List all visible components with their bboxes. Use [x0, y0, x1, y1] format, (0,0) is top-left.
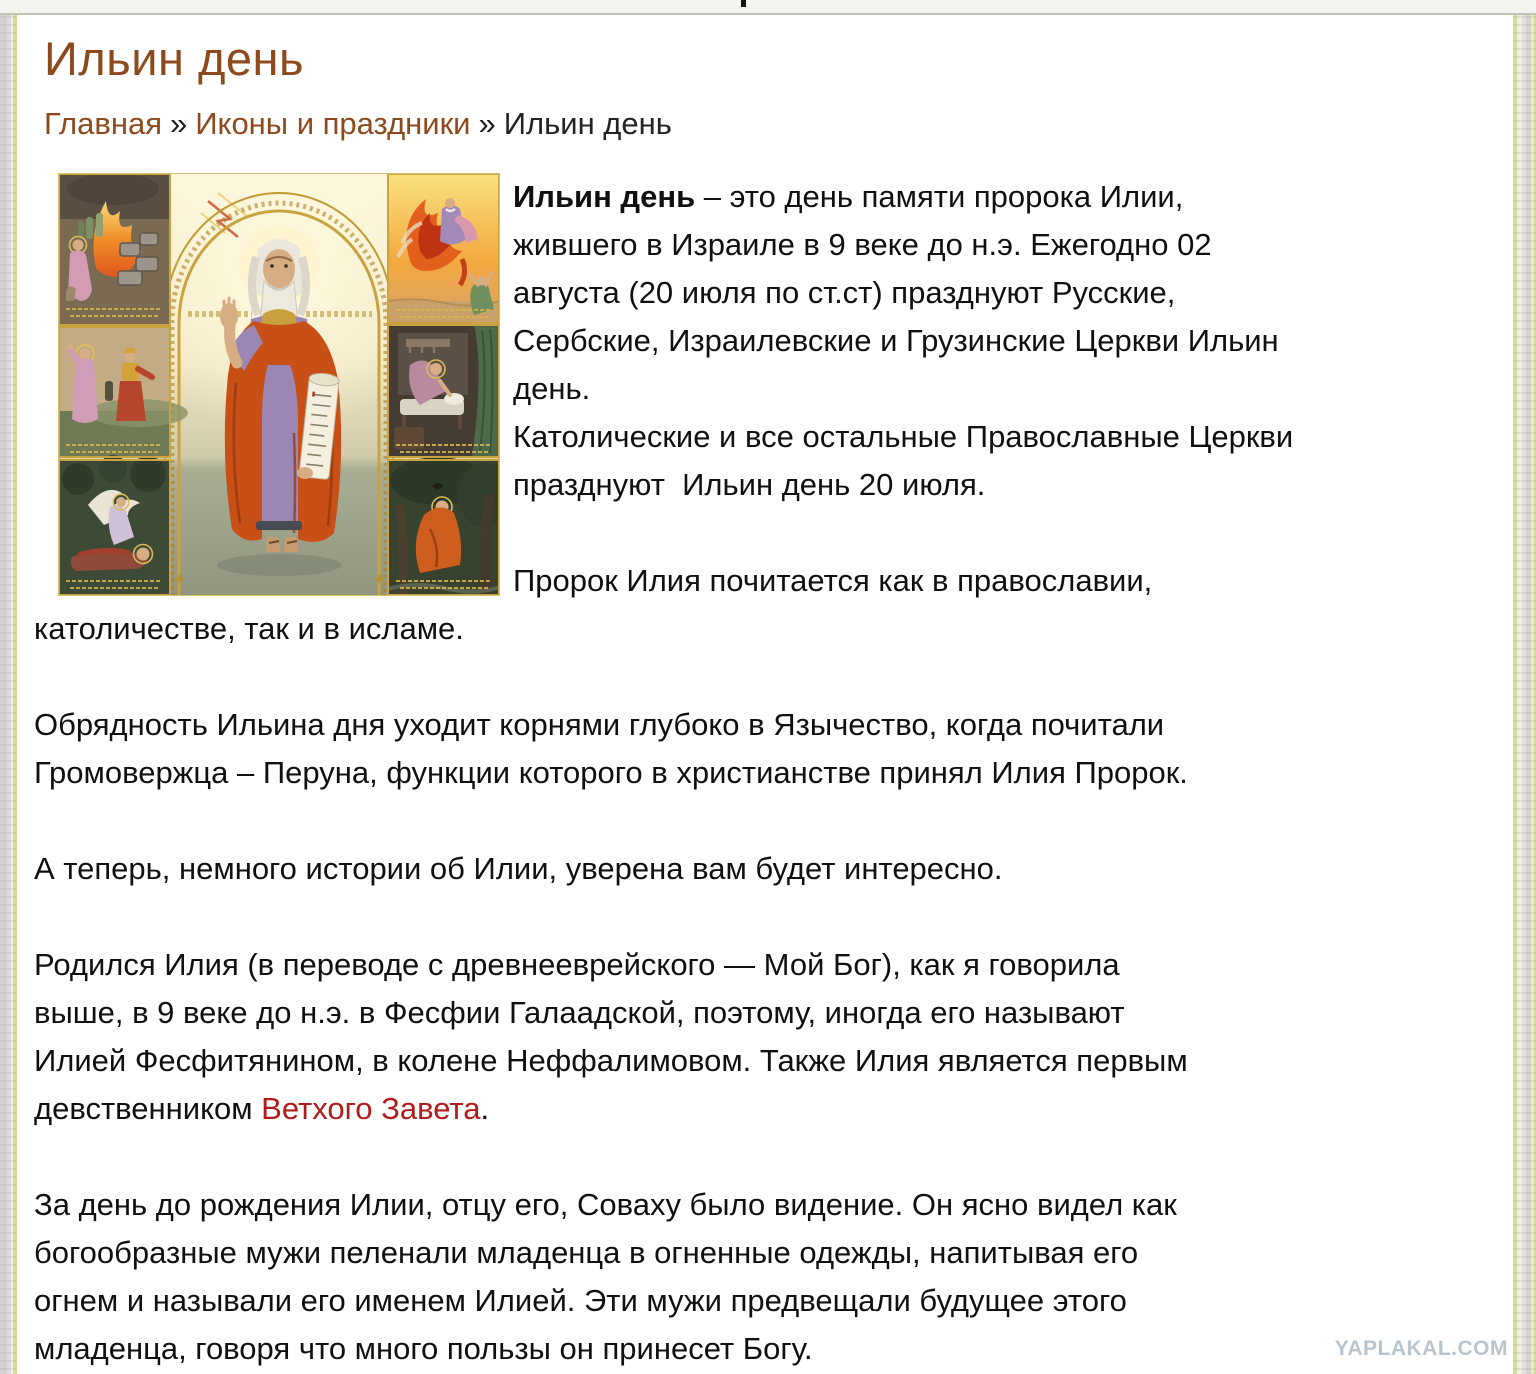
breadcrumb-section-link[interactable]: Иконы и праздники	[195, 106, 471, 141]
intro-bold-term: Ильин день	[513, 179, 696, 214]
page-content	[17, 15, 1513, 1374]
old-testament-link[interactable]: Ветхого Завета	[261, 1091, 481, 1126]
paragraph-veneration: Пророк Илия почитается как в православии, католичестве, так и в исламе.	[34, 563, 1153, 646]
paragraph-history-intro: А теперь, немного истории об Илии, уверена вам будет интересно.	[34, 851, 1003, 886]
intro-text: – это день памяти пророка Илии, жившего в Израиле в 9 веке до н.э. Ежегодно 02 августа (20 июля по ст.ст) празднуют Русские, Сербские, Израилевские и Грузинские Церкви Ильин день.	[513, 179, 1279, 406]
prophet-elijah-icon-image[interactable]	[58, 173, 500, 596]
browser-top-strip	[0, 0, 1536, 15]
paragraph-catholic: Католические и все остальные Православные Церкви празднуют Ильин день 20 июля.	[513, 419, 1294, 502]
page-right-border	[1513, 0, 1536, 1374]
breadcrumb	[44, 103, 1503, 145]
page-title: Ильин день	[44, 32, 304, 85]
paragraph-birth: Родился Илия (в переводе с древнееврейского — Мой Бог), как я говорила выше, в 9 веке до н.э. в Фесфии Галаадской, поэтому, иногда его называют Илией Фесфитянином, в колене Неффалимовом. Также Илия является первым девственником Ветхого Завета.	[34, 947, 1188, 1126]
breadcrumb-separator: »	[478, 106, 496, 141]
breadcrumb-home-link[interactable]: Главная	[44, 106, 162, 141]
top-center-tick	[741, 0, 746, 7]
breadcrumb-current: Ильин день	[503, 106, 672, 141]
paragraph-vision: За день до рождения Илии, отцу его, Соваху было видение. Он ясно видел как богообразные мужи пеленали младенца в огненные одежды, напитывая его огнем и называли его именем Илией. Эти мужи предвещали будущее этого младенца, говоря что много пользы он принесет Богу.	[34, 1187, 1177, 1366]
article-body	[34, 173, 1503, 1373]
page-left-border	[0, 0, 17, 1374]
breadcrumb-separator: »	[170, 106, 188, 141]
paragraph-rites: Обрядность Ильина дня уходит корнями глубоко в Язычество, когда почитали Громовержца – Перуна, функции которого в христианстве принял Илия Пророк.	[34, 707, 1188, 790]
yaplakal-watermark: YAPLAKAL.COM	[1334, 1337, 1508, 1360]
